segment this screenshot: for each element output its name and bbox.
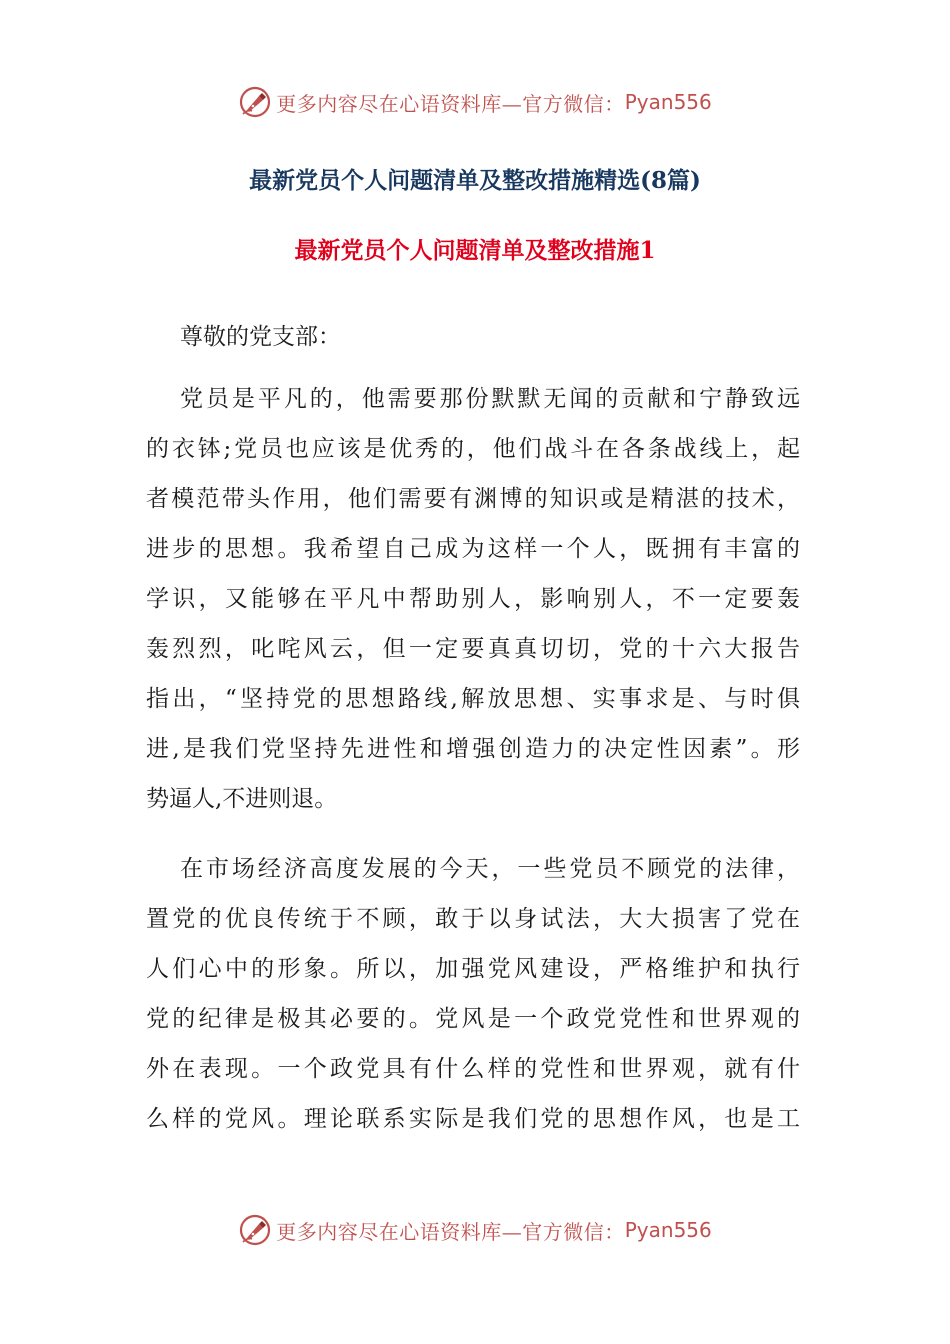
paragraph-line: 势逼人,不进则退。: [146, 786, 338, 812]
paragraph-line: 么样的党风。理论联系实际是我们党的思想作风，也是工: [146, 1106, 800, 1132]
paragraph-2: [146, 844, 800, 1144]
pen-nib-icon: [238, 85, 272, 119]
header-banner: [0, 82, 950, 122]
footer-banner: [0, 1210, 950, 1250]
footer-banner-text: 更多内容尽在心语资料库—官方微信：: [276, 1219, 625, 1244]
paragraph-line: 指出，“坚持党的思想路线,解放思想、实事求是、与时俱: [146, 686, 800, 712]
paragraph-line: 者模范带头作用，他们需要有渊博的知识或是精湛的技术，: [146, 486, 800, 512]
paragraph-line: 外在表现。一个政党具有什么样的党性和世界观，就有什: [146, 1056, 800, 1082]
paragraph-line: 人们心中的形象。所以，加强党风建设，严格维护和执行: [146, 956, 800, 982]
header-banner-contact: Pyan556: [624, 90, 712, 114]
paragraph-line: 轰烈烈，叱咤风云，但一定要真真切切，党的十六大报告: [146, 636, 800, 662]
salutation-text: 尊敬的党支部：: [180, 324, 341, 350]
paragraph-1: [146, 374, 800, 824]
paragraph-line: 的衣钵;党员也应该是优秀的，他们战斗在各条战线上，起: [146, 436, 800, 462]
paragraph-line: 进步的思想。我希望自己成为这样一个人，既拥有丰富的: [146, 536, 800, 562]
salutation: [146, 312, 800, 362]
paragraph-line: 学识，又能够在平凡中帮助别人，影响别人，不一定要轰: [146, 586, 800, 612]
header-banner-text: 更多内容尽在心语资料库—官方微信：: [276, 91, 625, 116]
document-title: 最新党员个人问题清单及整改措施精选(8篇): [249, 167, 701, 194]
pen-nib-icon: [238, 1213, 272, 1247]
paragraph-line: 党的纪律是极其必要的。党风是一个政党党性和世界观的: [146, 1006, 800, 1032]
section-title: 最新党员个人问题清单及整改措施1: [294, 237, 656, 264]
paragraph-line: 进,是我们党坚持先进性和增强创造力的决定性因素”。形: [146, 736, 800, 762]
paragraph-line: 置党的优良传统于不顾，敢于以身试法，大大损害了党在: [146, 906, 800, 932]
paragraph-line: 党员是平凡的，他需要那份默默无闻的贡献和宁静致远: [180, 386, 800, 412]
paragraph-line: 在市场经济高度发展的今天，一些党员不顾党的法律，: [180, 856, 800, 882]
footer-banner-contact: Pyan556: [624, 1218, 712, 1242]
